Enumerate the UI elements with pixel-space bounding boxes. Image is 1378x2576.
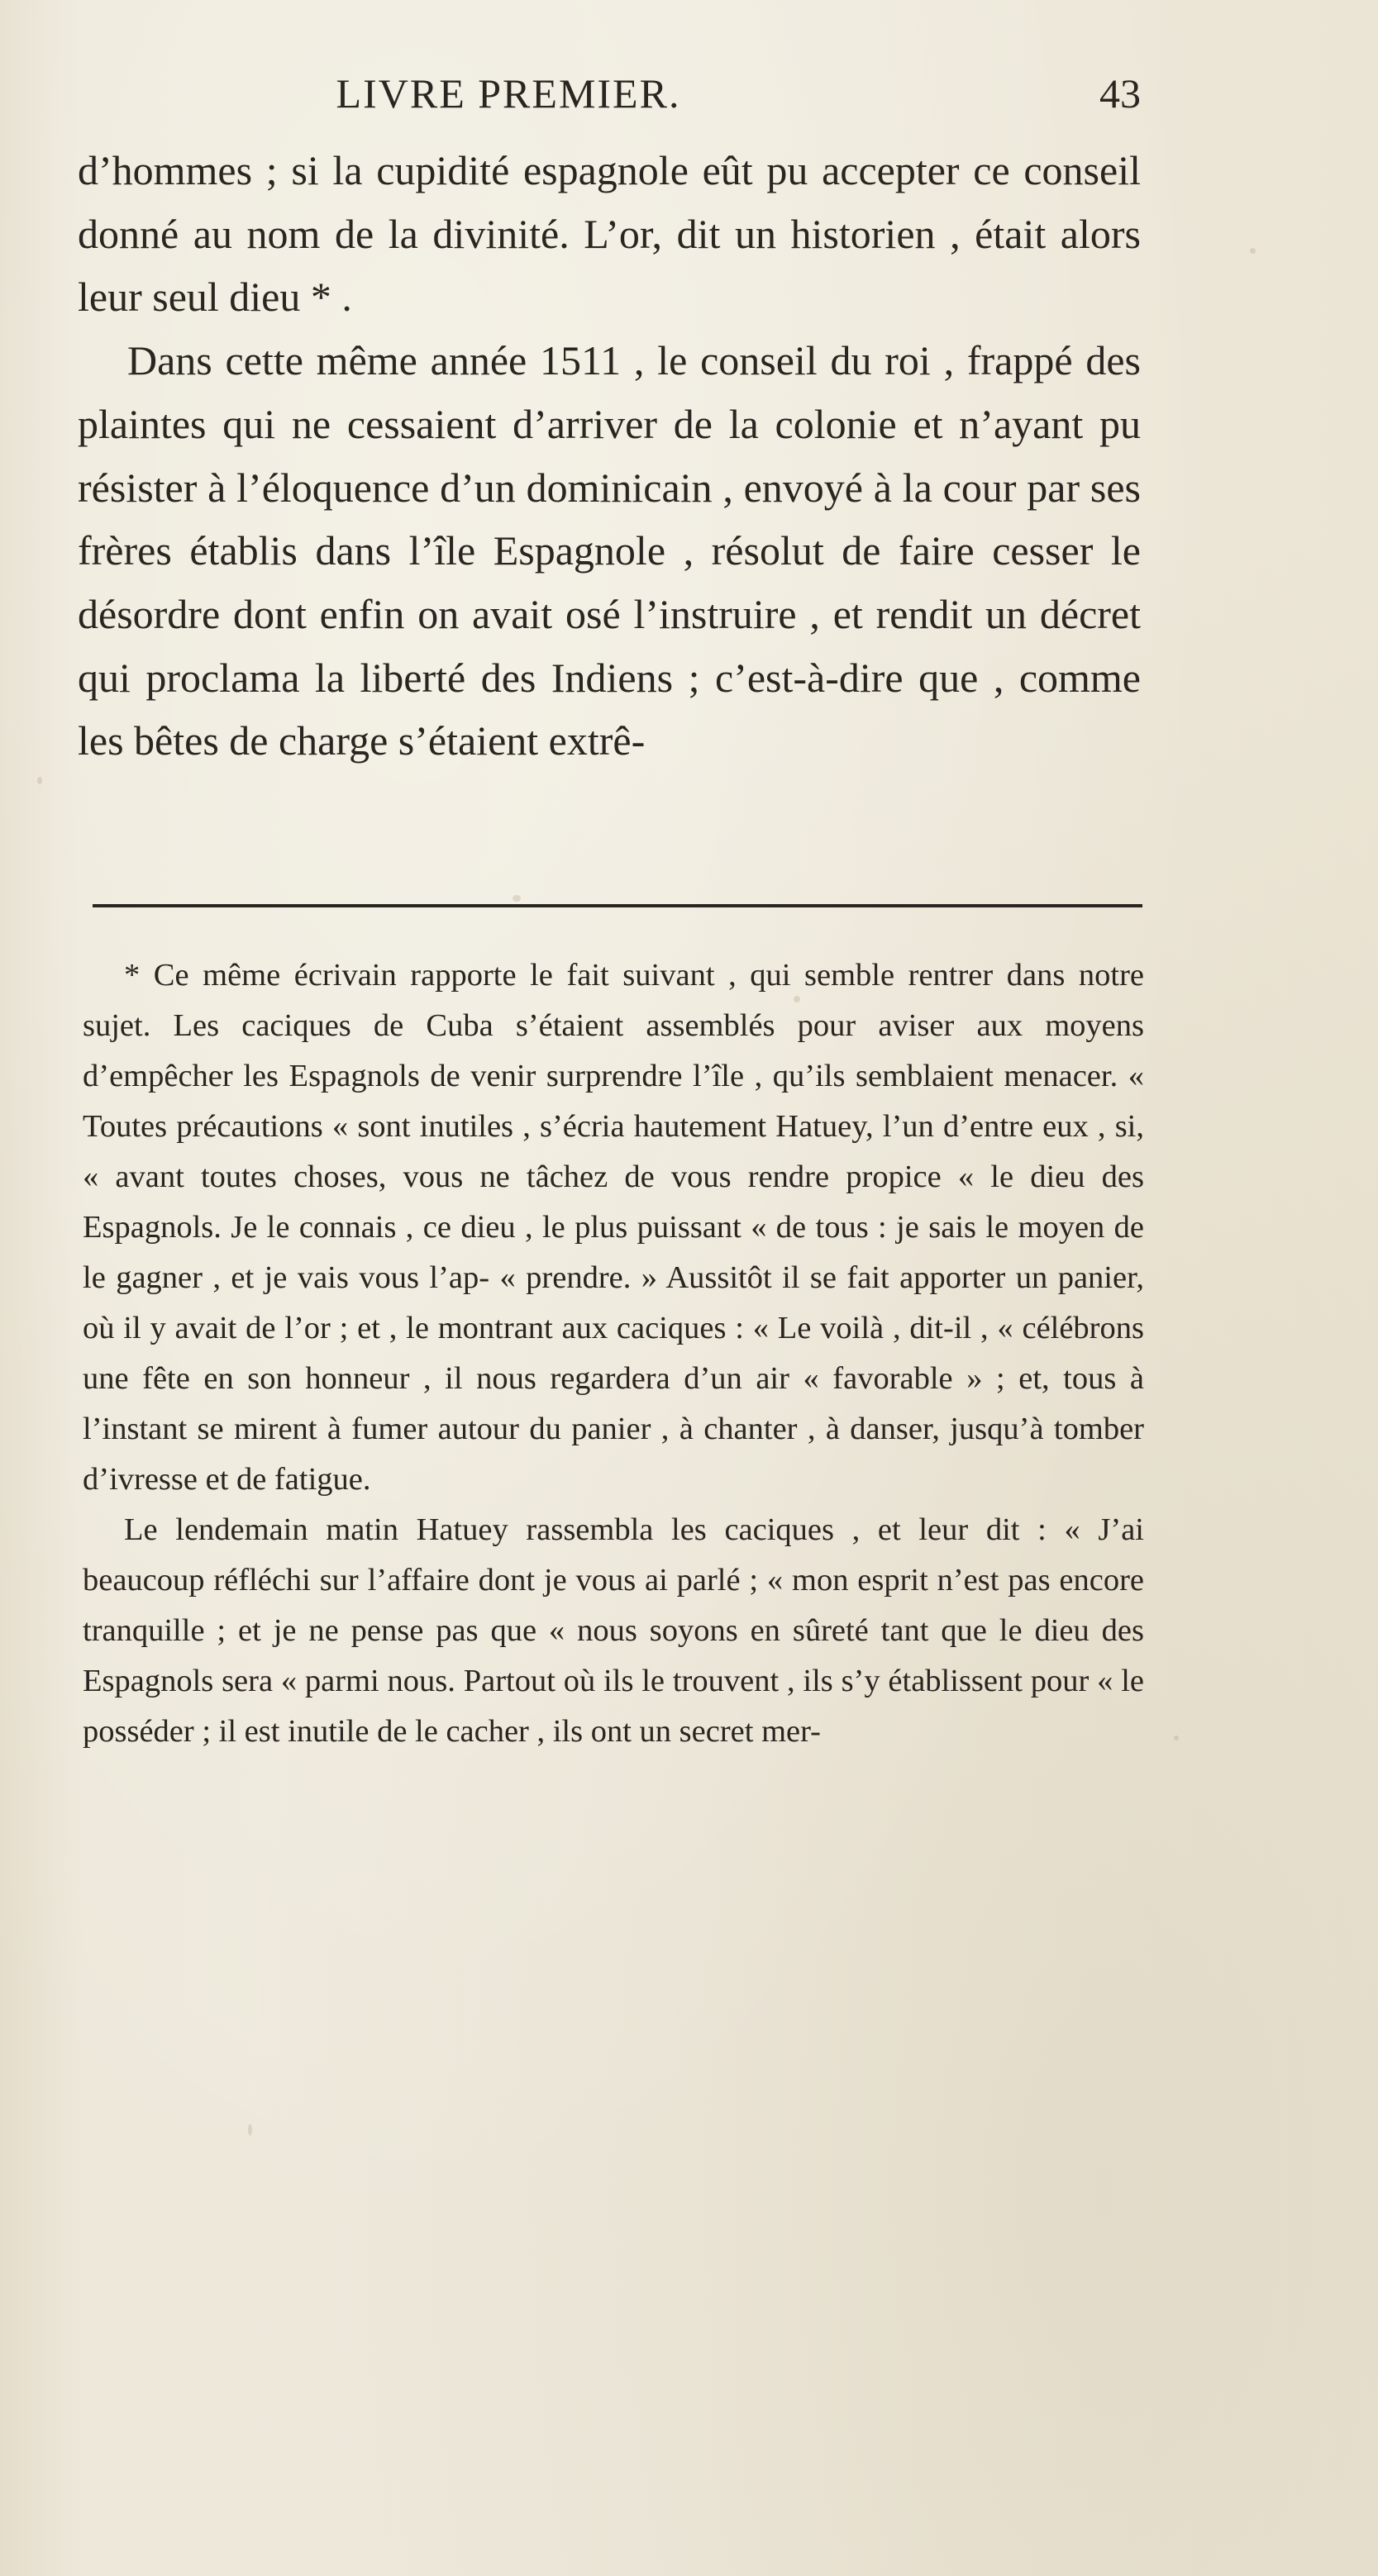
footnote-separator-rule (93, 904, 1142, 907)
footnote-paragraph: Le lendemain matin Hatuey rassembla les caciques , et leur dit : « J’ai beaucoup réfléchi sur l’affaire dont je vous ai parlé ; « mon esprit n’est pas encore tranquille ; et je ne pense pas que « nous soyons en sûreté tant que le dieu des Espagnols sera « parmi nous. Partout où ils le trouvent , ils s’y établissent pour « le posséder ; il est inutile de le cacher , ils ont un secret mer- (83, 1512, 1144, 1749)
paper-foxing-spot (513, 895, 521, 902)
main-paragraph-continued: d’hommes ; si la cupidité espagnole eût pu accepter ce conseil donné au nom de la divinité. L’or, dit un historien , était alors leur seul dieu * . (78, 147, 1141, 321)
paper-foxing-spot (1174, 1736, 1179, 1740)
running-head-title: LIVRE PREMIER. (336, 70, 681, 117)
footnote (83, 950, 1144, 1757)
footnote-paragraph: * Ce même écrivain rapporte le fait suivant , qui semble rentrer dans notre sujet. Les caciques de Cuba s’étaient assemblés pour aviser aux moyens d’empêcher les Espagnols de venir surprendre l’île , qu’ils semblaient menacer. « Toutes précautions « sont inutiles , s’écria hautement Hatuey, l’un d’entre eux , si, « avant toutes choses, vous ne tâchez de vous rendre propice « le dieu des Espagnols. Je le connais , ce dieu , le plus puissant « de tous : je sais le moyen de le gagner , et je vais vous l’ap- « prendre. » Aussitôt il se fait apporter un panier, où il y avait de l’or ; et , le montrant aux caciques : « Le voilà , dit-il , « célébrons une fête en son honneur , il nous regardera d’un air « favorable » ; et, tous à l’instant se mirent à fumer autour du panier , à chanter , à danser, jusqu’à tomber d’ivresse et de fatigue. (83, 958, 1144, 1497)
paper-foxing-spot (248, 2124, 252, 2136)
page-number: 43 (1099, 70, 1141, 117)
paper-foxing-spot (37, 777, 42, 784)
running-head (74, 69, 1141, 127)
paper-foxing-spot (1250, 248, 1256, 254)
main-text (78, 139, 1141, 773)
main-paragraph: Dans cette même année 1511 , le conseil du roi , frappé des plaintes qui ne cessaient d’arriver de la colonie et n’ayant pu résister à l’éloquence d’un dominicain , envoyé à la cour par ses frères établis dans l’île Espagnole , résolut de faire cesser le désordre dont enfin on avait osé l’instruire , et rendit un décret qui proclama la liberté des Indiens ; c’est-à-dire que , comme les bêtes de charge s’étaient extrê- (78, 337, 1141, 764)
